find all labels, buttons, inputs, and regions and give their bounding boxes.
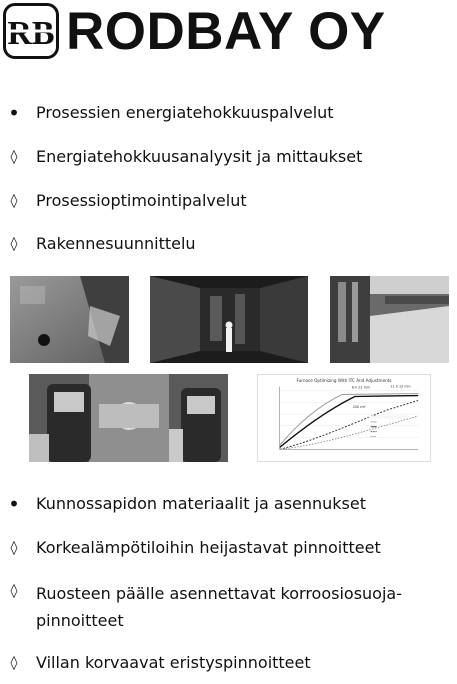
service-text: Prosessioptimointipalvelut bbox=[36, 191, 247, 210]
service-text: Korkealämpötiloihin heijastavat pinnoitteet bbox=[36, 538, 381, 557]
photo-wall-closeup bbox=[10, 276, 129, 363]
bullet-icon: • bbox=[8, 101, 20, 125]
photo-furnace-interior bbox=[150, 276, 308, 363]
service-text: Prosessien energiatehokkuuspalvelut bbox=[36, 103, 334, 122]
header bbox=[0, 0, 457, 64]
diamond-icon: ◊ bbox=[10, 655, 18, 671]
photo-thermometers bbox=[29, 374, 228, 462]
diamond-icon: ◊ bbox=[10, 193, 18, 209]
diamond-icon: ◊ bbox=[10, 583, 18, 599]
service-text: Villan korvaavat eristyspinnoitteet bbox=[36, 653, 311, 672]
diamond-icon: ◊ bbox=[10, 540, 18, 556]
photo-industrial-room bbox=[330, 276, 449, 363]
service-text: Rakennesuunnittelu bbox=[36, 234, 196, 253]
chart-title: Furnace Optimizing With ITC And Adjustments bbox=[296, 377, 392, 383]
chart-label-b: 11 h 12 min bbox=[390, 384, 411, 389]
company-name: RODBAY OY bbox=[66, 2, 386, 61]
bullet-icon: • bbox=[8, 492, 20, 516]
chart-label-temp: 200 cm² bbox=[352, 405, 366, 410]
service-text: Ruosteen päälle asennettavat korroosiosuoja-pinnoitteet bbox=[36, 584, 402, 630]
service-text: Energiatehokkuusanalyysit ja mittaukset bbox=[36, 147, 363, 166]
diamond-icon: ◊ bbox=[10, 149, 18, 165]
chart-label-a: 8 h 22 min bbox=[351, 385, 370, 390]
svg-text:RB: RB bbox=[7, 15, 55, 52]
photo-furnace-chart bbox=[257, 374, 431, 462]
rb-logo-icon bbox=[3, 3, 59, 59]
service-text: Kunnossapidon materiaalit ja asennukset bbox=[36, 494, 367, 513]
diamond-icon: ◊ bbox=[10, 236, 18, 252]
